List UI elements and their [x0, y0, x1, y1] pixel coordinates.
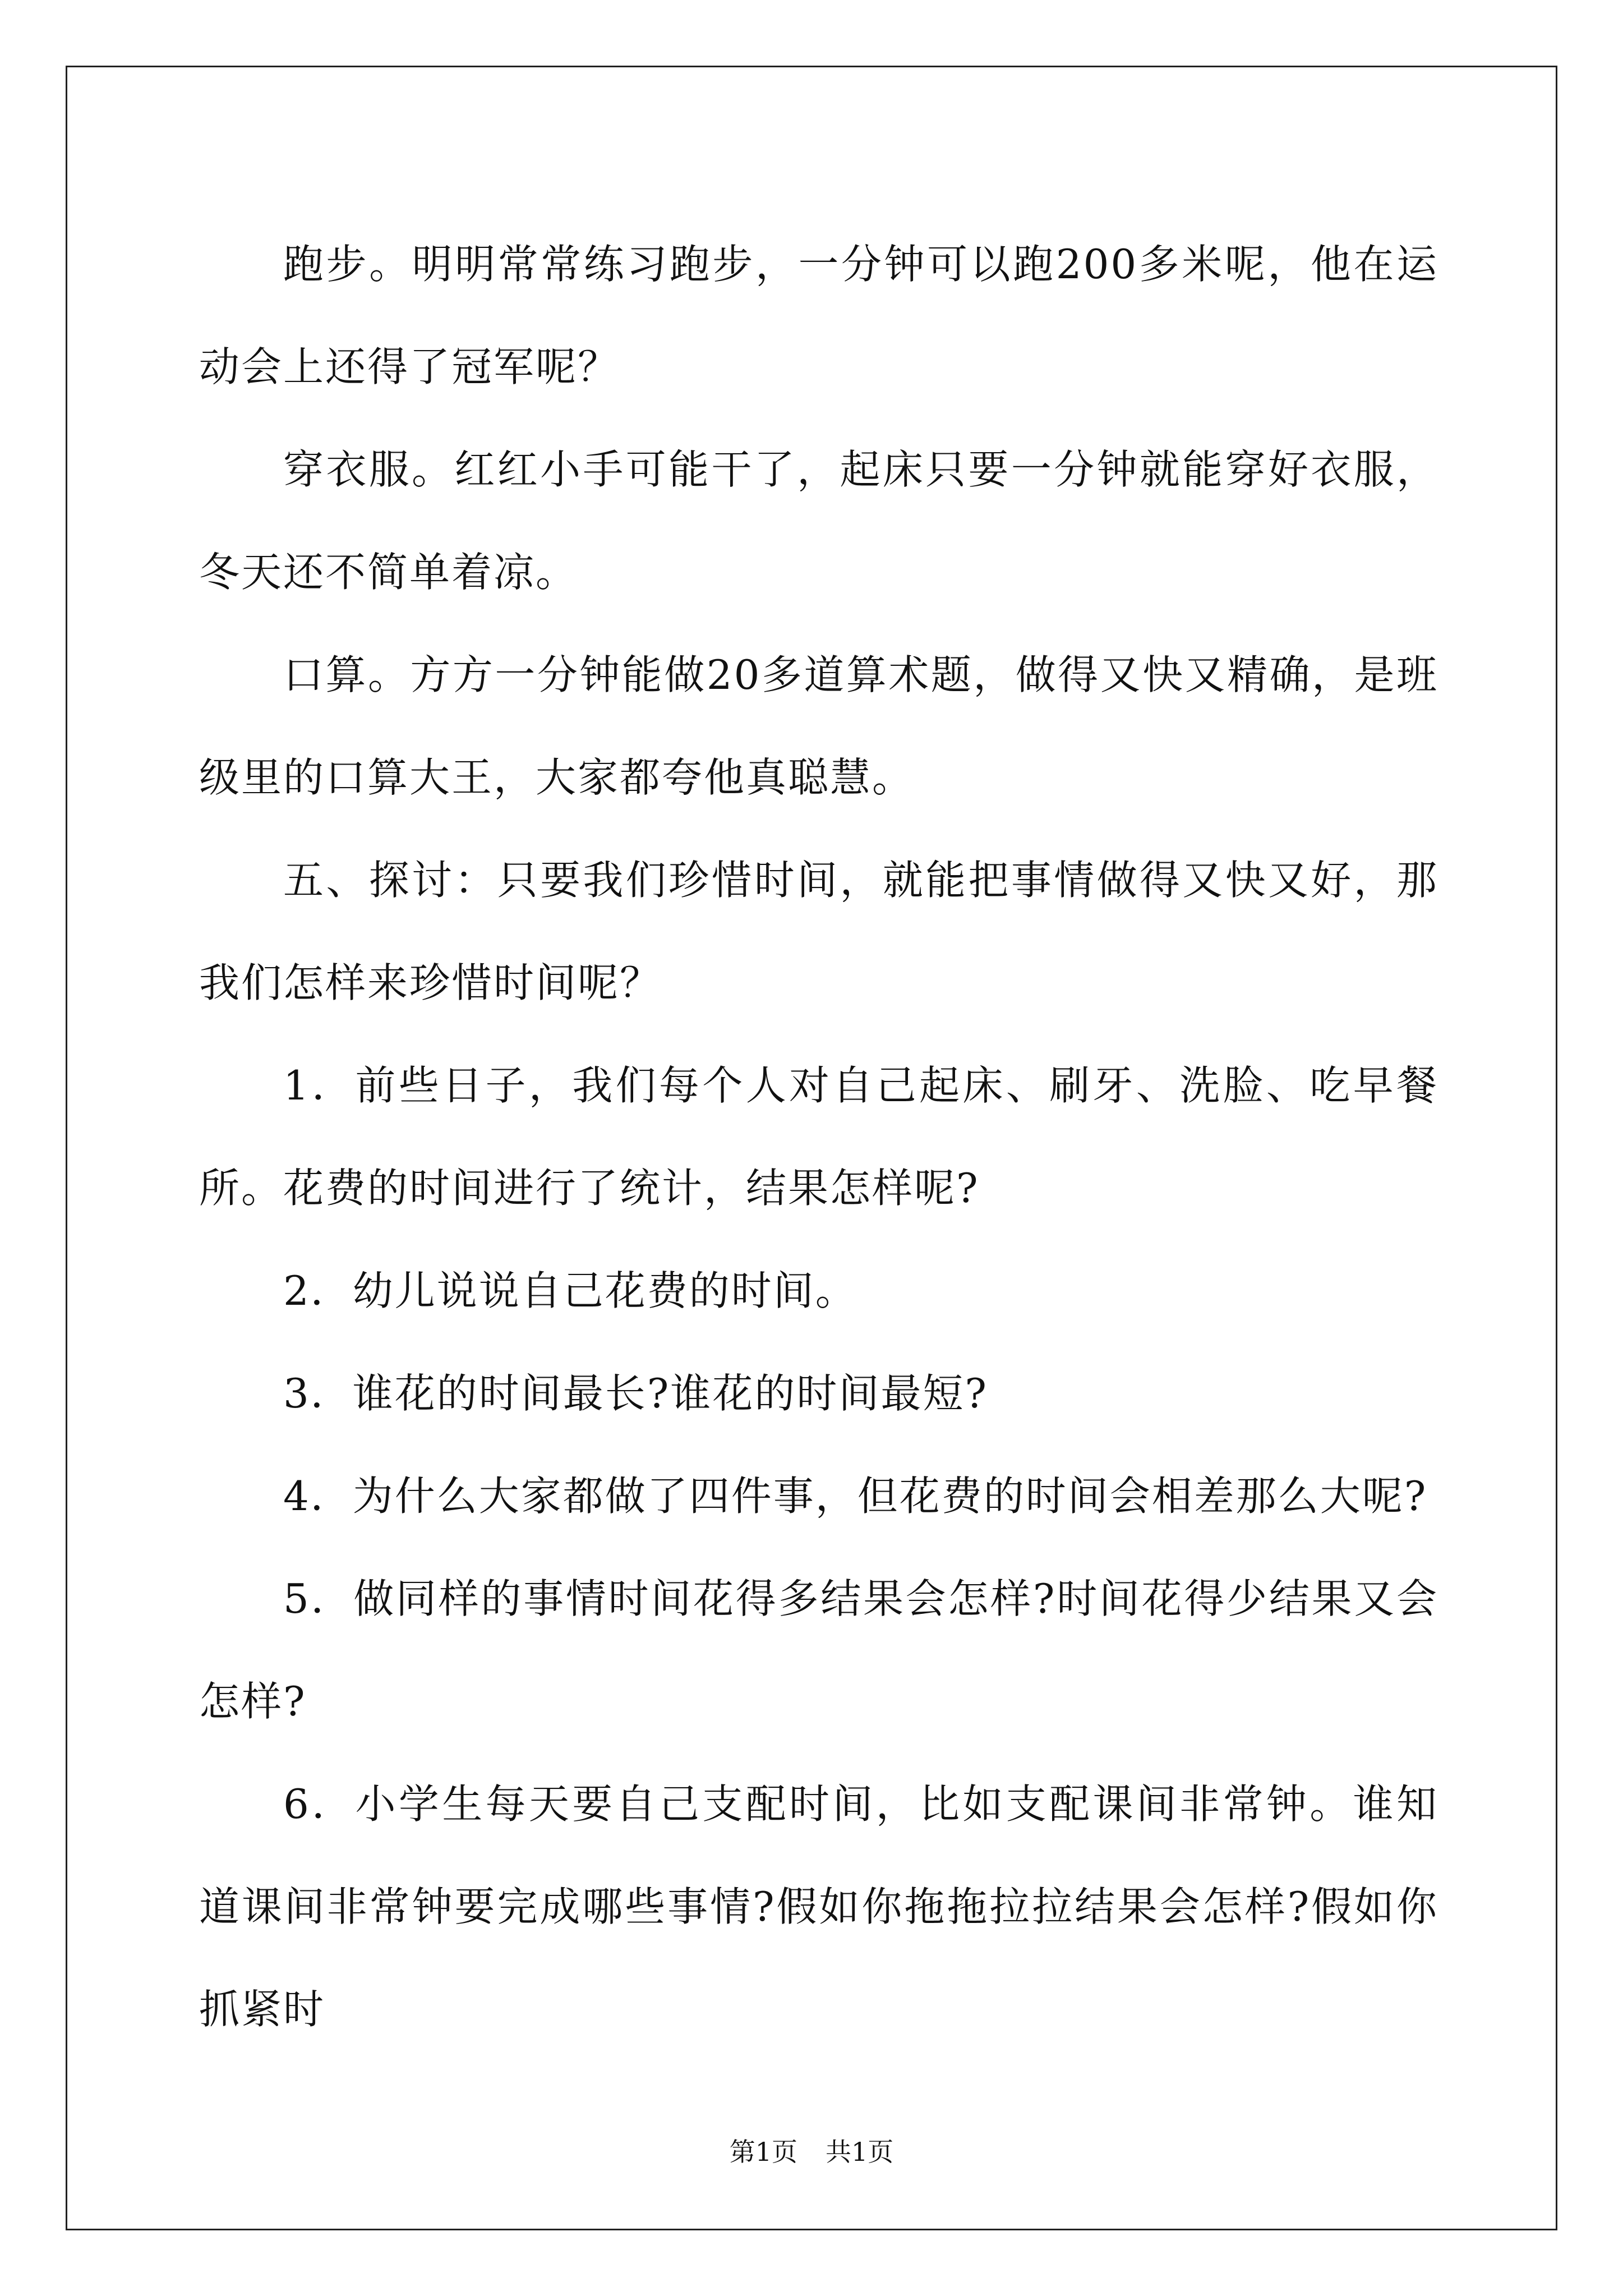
paragraph-item-3: 3．谁花的时间最长?谁花的时间最短? [283, 1370, 989, 1417]
paragraph-item-6: 6．小学生每天要自己支配时间，比如支配课间非常钟。谁知道课间非常钟要完成哪些事情?假如你拖拖拉拉结果会怎样?假如你抓紧时 [199, 1780, 1438, 2033]
paragraph-mental-math: 口算。方方一分钟能做20多道算术题，做得又快又精确，是班级里的口算大王，大家都夸他真聪慧。 [199, 651, 1438, 801]
paragraph-running: 跑步。明明常常练习跑步，一分钟可以跑200多米呢，他在运动会上还得了冠军呢？ [199, 241, 1438, 390]
page-footer [0, 2132, 1623, 2169]
page-total: 共1页 [826, 2137, 894, 2167]
paragraph-item-2: 2．幼儿说说自己花费的时间。 [283, 1267, 857, 1314]
paragraph-discussion: 五、探讨：只要我们珍惜时间，就能把事情做得又快又好，那我们怎样来珍惜时间呢？ [199, 857, 1438, 1006]
paragraph-item-1: 1．前些日子，我们每个人对自己起床、刷牙、洗脸、吃早餐所。花费的时间进行了统计，结果怎样呢? [199, 1062, 1438, 1212]
paragraph-item-4: 4．为什么大家都做了四件事，但花费的时间会相差那么大呢? [283, 1473, 1428, 1520]
paragraph-dressing: 穿衣服。红红小手可能干了，起床只要一分钟就能穿好衣服，冬天还不简单着凉。 [199, 446, 1438, 596]
paragraph-item-5: 5．做同样的事情时间花得多结果会怎样?时间花得少结果又会怎样? [199, 1575, 1438, 1725]
document-body [199, 213, 1438, 2061]
page-number: 第1页 [729, 2137, 797, 2167]
